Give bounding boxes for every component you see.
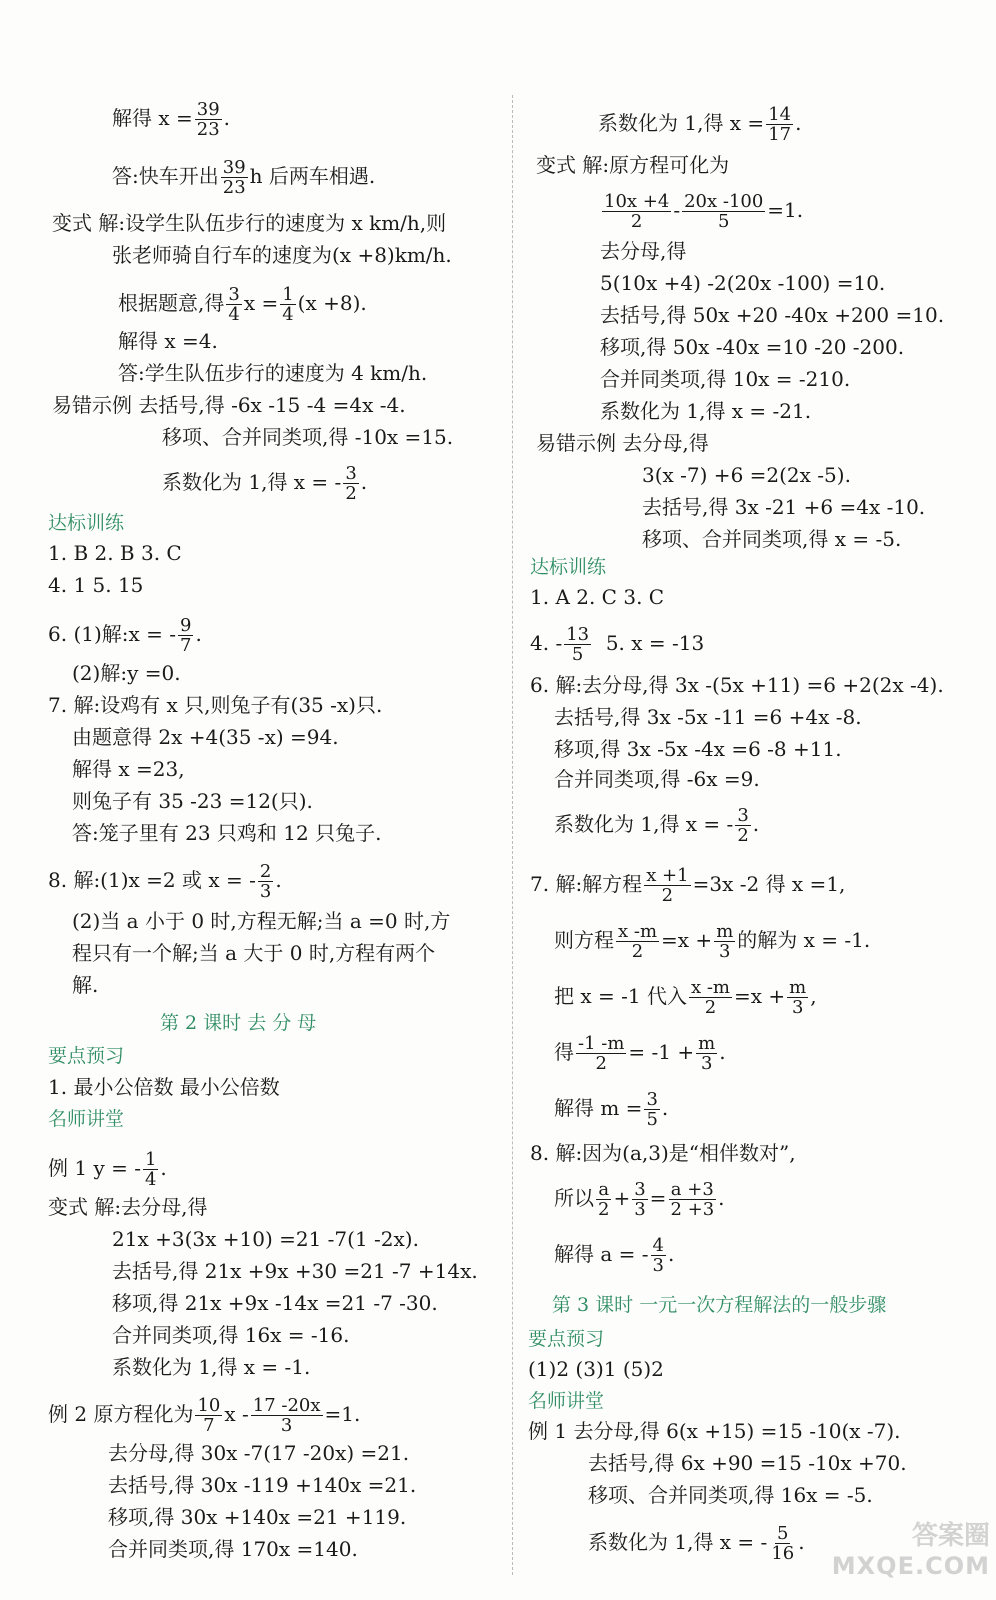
answer-line: 6. (1)解:x = - $\frac{9}{7}$ .	[48, 615, 202, 656]
answer-line: 7. 解:设鸡有 x 只,则兔子有(35 -x)只.	[48, 693, 383, 717]
solution-line: 3(x -7) +6 =2(2x -5).	[642, 463, 851, 487]
fraction: $\frac{3}{5}$	[646, 1089, 658, 1130]
solution-line: 解得 x =4.	[118, 329, 218, 353]
fraction: $\frac{3}{2}$	[737, 805, 749, 846]
solution-line: 去括号,得 6x +90 =15 -10x +70.	[588, 1451, 907, 1475]
answer-line: 6. 解:去分母,得 3x -(5x +11) =6 +2(2x -4).	[530, 673, 944, 697]
fraction: $\frac{1}{4}$	[144, 1149, 157, 1190]
fraction: $\frac{m}{3}$	[698, 1033, 716, 1074]
answer-line: 答:学生队伍步行的速度为 4 km/h.	[118, 361, 428, 385]
answer-line: 解得 x =23,	[72, 757, 185, 781]
solution-line: 合并同类项,得 16x = -16.	[112, 1323, 350, 1347]
solution-line: 去分母,得	[600, 239, 687, 263]
answer-line: 程只有一个解;当 a 大于 0 时,方程有两个	[72, 941, 436, 965]
fraction: $\frac{x -m}{2}$	[618, 921, 658, 962]
solution-line: 去括号,得 21x +9x +30 =21 -7 +14x.	[112, 1259, 478, 1283]
fraction: $\frac{a +3}{2 +3}$	[670, 1179, 715, 1220]
section-heading: 名师讲堂	[528, 1390, 605, 1412]
fraction: $\frac{17 -20x}{3}$	[252, 1395, 321, 1436]
answer-line: 答:笼子里有 23 只鸡和 12 只兔子.	[72, 821, 382, 845]
answer-line: 4. 1 5. 15	[48, 573, 144, 597]
answer-line: 把 x = -1 代入 $\frac{x -m}{2}$ =x + $\frac{m}{3}$ ,	[554, 977, 817, 1018]
solution-line: 系数化为 1,得 x = $\frac{14}{17}$ .	[598, 104, 802, 145]
fraction: $\frac{3}{3}$	[634, 1179, 646, 1220]
solution-line: 移项,得 30x +140x =21 +119.	[108, 1505, 407, 1529]
solution-line: 移项、合并同类项,得 -10x =15.	[162, 425, 454, 449]
answer-line: 1. A 2. C 3. C	[530, 585, 665, 609]
variant-line: 变式 解:设学生队伍步行的速度为 x km/h,则	[52, 211, 447, 235]
solution-line: 去括号,得 50x +20 -40x +200 =10.	[600, 303, 945, 327]
answer-line: 移项,得 3x -5x -4x =6 -8 +11.	[554, 737, 842, 761]
answer-line: 则兔子有 35 -23 =12(只).	[72, 789, 313, 813]
common-error-line: 易错示例 去括号,得 -6x -15 -4 =4x -4.	[52, 393, 406, 417]
section-heading: 达标训练	[48, 512, 125, 534]
fraction: $\frac{10x +4}{2}$	[604, 191, 670, 232]
solution-line: 系数化为 1,得 x = - $\frac{3}{2}$ .	[162, 463, 368, 504]
fraction: $\frac{x -m}{2}$	[690, 977, 730, 1018]
answer-line: 1. 最小公倍数 最小公倍数	[48, 1075, 280, 1099]
answer-line: 8. 解:(1)x =2 或 x = - $\frac{2}{3}$ .	[48, 861, 282, 902]
variant-line: 变式 解:原方程可化为	[536, 153, 730, 177]
solution-line: 去括号,得 3x -21 +6 =4x -10.	[642, 495, 926, 519]
solution-line: 系数化为 1,得 x = -21.	[600, 399, 812, 423]
solution-line: 系数化为 1,得 x = - $\frac{5}{16}$ .	[588, 1523, 805, 1564]
answer-line: (2)解:y =0.	[72, 661, 181, 685]
fraction: $\frac{5}{16}$	[771, 1523, 795, 1564]
solution-line: 移项、合并同类项,得 16x = -5.	[588, 1483, 873, 1507]
section-heading: 名师讲堂	[48, 1108, 125, 1130]
answer-line: 答:快车开出 $\frac{39}{23}$ h 后两车相遇.	[112, 157, 376, 198]
section-heading: 要点预习	[48, 1045, 125, 1067]
solution-line: 合并同类项,得 10x = -210.	[600, 367, 851, 391]
solution-line: 去分母,得 30x -7(17 -20x) =21.	[108, 1441, 410, 1465]
answer-line: 解.	[72, 973, 99, 997]
answer-line: (2)当 a 小于 0 时,方程无解;当 a =0 时,方	[72, 909, 451, 933]
answer-line: 4. - $\frac{13}{5}$ 5. x = -13	[530, 624, 705, 665]
answer-line: 解得 a = - $\frac{4}{3}$ .	[554, 1235, 675, 1276]
solution-line: 去括号,得 30x -119 +140x =21.	[108, 1473, 417, 1497]
answer-line: 得 $\frac{-1 -m}{2}$ = -1 + $\frac{m}{3}$ .	[554, 1033, 726, 1074]
answer-line: 8. 解:因为(a,3)是“相伴数对”,	[530, 1141, 796, 1165]
fraction: $\frac{4}{3}$	[652, 1235, 664, 1276]
fraction: $\frac{14}{17}$	[768, 104, 792, 145]
section-heading: 要点预习	[528, 1328, 605, 1350]
solution-line: 21x +3(3x +10) =21 -7(1 -2x).	[112, 1227, 419, 1251]
watermark-logo: 答案圈 MXQE.COM	[831, 1521, 990, 1580]
answer-line: 由题意得 2x +4(35 -x) =94.	[72, 725, 339, 749]
solution-line: 合并同类项,得 170x =140.	[108, 1537, 358, 1561]
example-line: 例 1 y = - $\frac{1}{4}$ .	[48, 1149, 167, 1190]
answer-line: 解得 m = $\frac{3}{5}$ .	[554, 1089, 669, 1130]
equation-line: $\frac{10x +4}{2}$ - $\frac{20x -100}{5}$ =1.	[604, 191, 804, 232]
solution-line: 移项,得 21x +9x -14x =21 -7 -30.	[112, 1291, 438, 1315]
fraction: $\frac{39}{23}$	[222, 157, 246, 198]
answer-line: 去括号,得 3x -5x -11 =6 +4x -8.	[554, 705, 862, 729]
answer-line: 合并同类项,得 -6x =9.	[554, 767, 760, 791]
fraction: $\frac{1}{4}$	[282, 284, 294, 325]
answer-line: 1. B 2. B 3. C	[48, 541, 182, 565]
fraction: $\frac{13}{5}$	[566, 624, 590, 665]
fraction: $\frac{10}{7}$	[197, 1395, 221, 1436]
variant-line: 变式 解:去分母,得	[48, 1195, 208, 1219]
fraction: $\frac{m}{3}$	[716, 921, 734, 962]
column-divider	[512, 95, 513, 1575]
answer-line: 所以 $\frac{a}{2}$ + $\frac{3}{3}$ = $\frac{a +3}{2 +3}$ .	[554, 1179, 725, 1220]
lesson-title: 第 3 课时 一元一次方程解法的一般步骤	[552, 1294, 887, 1316]
answer-line: 系数化为 1,得 x = - $\frac{3}{2}$ .	[554, 805, 760, 846]
solution-line: 系数化为 1,得 x = -1.	[112, 1355, 311, 1379]
answer-line: (1)2 (3)1 (5)2	[528, 1357, 664, 1381]
answer-line: 7. 解:解方程 $\frac{x +1}{2}$ =3x -2 得 x =1,	[530, 865, 846, 906]
lesson-title: 第 2 课时 去 分 母	[160, 1012, 317, 1034]
common-error-line: 易错示例 去分母,得	[536, 431, 709, 455]
section-heading: 达标训练	[530, 556, 607, 578]
example-line: 例 2 原方程化为 $\frac{10}{7}$ x - $\frac{17 -20x}{3}$ =1.	[48, 1395, 361, 1436]
answer-line: 则方程 $\frac{x -m}{2}$ =x + $\frac{m}{3}$ 的解为 x = -1.	[554, 921, 871, 962]
fraction: $\frac{3}{4}$	[228, 284, 240, 325]
fraction: $\frac{20x -100}{5}$	[684, 191, 764, 232]
fraction: $\frac{2}{3}$	[259, 861, 272, 902]
solution-line: 移项、合并同类项,得 x = -5.	[642, 527, 902, 551]
fraction: $\frac{3}{2}$	[345, 463, 357, 504]
solution-line: 移项,得 50x -40x =10 -20 -200.	[600, 335, 905, 359]
fraction: $\frac{39}{23}$	[196, 99, 220, 140]
solution-line: 5(10x +4) -2(20x -100) =10.	[600, 271, 886, 295]
fraction: $\frac{9}{7}$	[180, 615, 192, 656]
solution-line: 张老师骑自行车的速度为(x +8)km/h.	[112, 243, 452, 267]
fraction: $\frac{a}{2}$	[598, 1179, 610, 1220]
fraction: $\frac{m}{3}$	[789, 977, 807, 1018]
fraction: $\frac{-1 -m}{2}$	[578, 1033, 625, 1074]
solution-line: 解得 x = $\frac{39}{23}$ .	[112, 99, 231, 140]
fraction: $\frac{x +1}{2}$	[646, 865, 689, 906]
equation-line: 根据题意,得 $\frac{3}{4}$ x = $\frac{1}{4}$ (x +8).	[118, 284, 367, 325]
example-line: 例 1 去分母,得 6(x +15) =15 -10(x -7).	[528, 1419, 901, 1443]
